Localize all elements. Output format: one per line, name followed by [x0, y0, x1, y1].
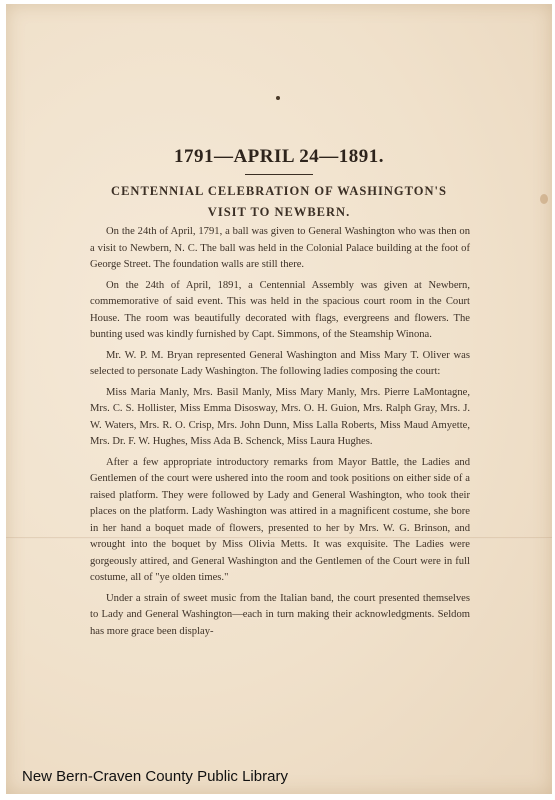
subtitle-line-1: CENTENNIAL CELEBRATION OF WASHINGTON'S [111, 184, 447, 198]
ink-dot [276, 96, 280, 100]
subtitle-line-2: VISIT TO NEWBERN. [207, 205, 351, 219]
document-body [90, 224, 470, 644]
document-subtitle [6, 181, 552, 223]
paragraph: On the 24th of April, 1791, a ball was given to General Washington who was then on a visit to Newbern, N. C. The ball was held in the Colonial Palace building at the foot of George Street. The foundation walls are still there. [90, 226, 470, 270]
heading-rule [245, 174, 313, 175]
paragraph: Under a strain of sweet music from the Italian band, the court presented themselves to Lady and General Washington—each in turn making their acknowledgments. Seldom has more grace been display- [90, 592, 470, 637]
library-credit: New Bern-Craven County Public Library [22, 768, 288, 785]
paragraph: On the 24th of April, 1891, a Centennial Assembly was given at Newbern, commemorative of said event. This was held in the spacious court room in the Court House. The room was beautifully decorated with flags, evergreens and flowers. The bunting used was kindly furnished by Capt. Simmons, of the Steamship Winona. [90, 279, 470, 340]
paragraph: Mr. W. P. M. Bryan represented General Washington and Miss Mary T. Oliver was selected to personate Lady Washington. The following ladies composing the court: [90, 349, 470, 377]
document-heading: 1791—APRIL 24—1891. [173, 146, 385, 167]
document-page [6, 4, 552, 794]
paragraph: Miss Maria Manly, Mrs. Basil Manly, Miss Mary Manly, Mrs. Pierre LaMontagne, Mrs. C. S. Hollister, Miss Emma Disosway, Mrs. O. H. Guion, Mrs. Ralph Gray, Mrs. J. W. Waters, Mrs. R. O. Crisp, Mrs. John Dunn, Miss Lalla Roberts, Miss Maud Amyette, Mrs. Dr. F. W. Hughes, Miss Ada B. Schenck, Miss Laura Hughes. [90, 386, 470, 447]
paragraph: After a few appropriate introductory remarks from Mayor Battle, the Ladies and Gentlemen of the court were ushered into the room and took positions on either side of a raised platform. They were followed by Lady and General Washington, who took their places on the platform. Lady Washington was attired in a magnificent costume, she bore in her hand a boquet made of flowers, presented to her by Mrs. W. G. Brinson, and wrought into the boquet by Miss Olivia Metts. It was exquisite. The Ladies were gorgeously attired, and General Washington and the Gentlemen of the Court were in full costume, all of "ye olden times." [90, 456, 470, 583]
